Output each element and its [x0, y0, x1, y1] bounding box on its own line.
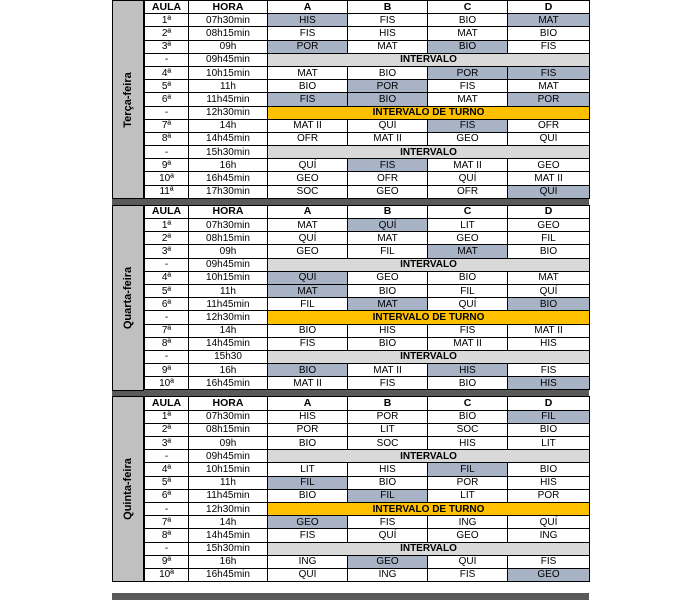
lesson-row	[145, 185, 590, 198]
schedule-sheet	[112, 0, 589, 582]
subject-cell: FIS	[508, 66, 590, 79]
subject-cell: FIL	[268, 476, 348, 489]
hora-cell: 16h45min	[189, 568, 268, 581]
subject-cell: FIL	[508, 232, 590, 245]
aula-cell: 10ª	[145, 568, 189, 581]
subject-cell: BIO	[508, 423, 590, 436]
subject-cell: FIS	[268, 27, 348, 40]
hora-cell: 09h45min	[189, 258, 268, 271]
aula-cell: -	[145, 106, 189, 119]
lesson-row	[145, 245, 590, 258]
hora-cell: 15h30	[189, 350, 268, 363]
lesson-row	[145, 219, 590, 232]
subject-cell: MAT II	[268, 119, 348, 132]
lesson-row	[145, 437, 590, 450]
aula-cell: -	[145, 311, 189, 324]
subject-cell: BIO	[268, 324, 348, 337]
subject-cell: ING	[428, 516, 508, 529]
subject-cell: BIO	[268, 80, 348, 93]
subject-cell: POR	[348, 80, 428, 93]
lesson-row	[145, 555, 590, 568]
hora-cell: 09h	[189, 437, 268, 450]
hora-cell: 09h	[189, 245, 268, 258]
column-header: HORA	[189, 205, 268, 218]
interval-row	[145, 350, 590, 363]
aula-cell: 5ª	[145, 476, 189, 489]
hora-cell: 16h	[189, 159, 268, 172]
aula-cell: 1ª	[145, 410, 189, 423]
column-header: AULA	[145, 1, 189, 14]
column-header: D	[508, 397, 590, 410]
lesson-row	[145, 516, 590, 529]
aula-cell: -	[145, 450, 189, 463]
day-label	[112, 0, 144, 199]
subject-cell: MAT II	[508, 324, 590, 337]
aula-cell: -	[145, 542, 189, 555]
aula-cell: 4ª	[145, 66, 189, 79]
column-header: A	[268, 397, 348, 410]
hora-cell: 10h15min	[189, 66, 268, 79]
subject-cell: BIO	[348, 66, 428, 79]
lesson-row	[145, 172, 590, 185]
subject-cell: FIS	[348, 516, 428, 529]
lesson-row	[145, 93, 590, 106]
subject-cell: BIO	[428, 14, 508, 27]
lesson-row	[145, 377, 590, 390]
intervalo-band: INTERVALO	[268, 258, 590, 271]
subject-cell: POR	[268, 40, 348, 53]
lesson-row	[145, 298, 590, 311]
aula-cell: 10ª	[145, 377, 189, 390]
subject-cell: QUÍ	[268, 232, 348, 245]
subject-cell: HIS	[508, 337, 590, 350]
subject-cell: MAT	[508, 14, 590, 27]
subject-cell: FIL	[348, 489, 428, 502]
lesson-row	[145, 40, 590, 53]
subject-cell: QUÍ	[508, 132, 590, 145]
subject-cell: FIS	[348, 377, 428, 390]
subject-cell: QUÍ	[268, 159, 348, 172]
lesson-row	[145, 463, 590, 476]
aula-cell: 3ª	[145, 245, 189, 258]
subject-cell: GEO	[428, 529, 508, 542]
subject-cell: BIO	[268, 437, 348, 450]
subject-cell: MAT II	[428, 337, 508, 350]
column-header: C	[428, 205, 508, 218]
subject-cell: POR	[428, 476, 508, 489]
subject-cell: BIO	[428, 271, 508, 284]
subject-cell: GEO	[508, 219, 590, 232]
subject-cell: GEO	[348, 555, 428, 568]
subject-cell: ING	[348, 568, 428, 581]
subject-cell: HIS	[348, 324, 428, 337]
subject-cell: FIS	[268, 529, 348, 542]
aula-cell: 9ª	[145, 555, 189, 568]
aula-cell: 10ª	[145, 172, 189, 185]
day-label-text: Terça-feira	[122, 71, 134, 128]
day-schedule-table	[144, 0, 590, 199]
column-header: D	[508, 205, 590, 218]
column-header: D	[508, 1, 590, 14]
subject-cell: BIO	[268, 489, 348, 502]
intervalo-de-turno-band: INTERVALO DE TURNO	[268, 106, 590, 119]
lesson-row	[145, 271, 590, 284]
hora-cell: 09h45min	[189, 53, 268, 66]
aula-cell: 7ª	[145, 516, 189, 529]
aula-cell: 9ª	[145, 159, 189, 172]
hora-cell: 16h45min	[189, 172, 268, 185]
intervalo-band: INTERVALO	[268, 53, 590, 66]
subject-cell: BIO	[508, 27, 590, 40]
aula-cell: 2ª	[145, 232, 189, 245]
subject-cell: BIO	[508, 298, 590, 311]
lesson-row	[145, 232, 590, 245]
hora-cell: 12h30min	[189, 502, 268, 515]
subject-cell: FIL	[508, 410, 590, 423]
column-header: HORA	[189, 397, 268, 410]
subject-cell: FIL	[428, 463, 508, 476]
intervalo-band: INTERVALO	[268, 542, 590, 555]
subject-cell: HIS	[348, 27, 428, 40]
subject-cell: QUÍ	[428, 298, 508, 311]
day-block	[112, 205, 589, 391]
subject-cell: QUÍ	[348, 219, 428, 232]
subject-cell: BIO	[348, 476, 428, 489]
hora-cell: 11h45min	[189, 489, 268, 502]
hora-cell: 12h30min	[189, 311, 268, 324]
subject-cell: FIS	[428, 568, 508, 581]
subject-cell: SOC	[428, 423, 508, 436]
lesson-row	[145, 159, 590, 172]
subject-cell: MAT	[268, 219, 348, 232]
intervalo-de-turno-band: INTERVALO DE TURNO	[268, 311, 590, 324]
subject-cell: GEO	[428, 232, 508, 245]
subject-cell: LIT	[348, 423, 428, 436]
day-label-text: Quinta-feira	[122, 458, 134, 521]
subject-cell: BIO	[268, 364, 348, 377]
subject-cell: MAT	[348, 298, 428, 311]
hora-cell: 14h	[189, 516, 268, 529]
column-header: B	[348, 205, 428, 218]
aula-cell: -	[145, 258, 189, 271]
aula-cell: 7ª	[145, 324, 189, 337]
lesson-row	[145, 119, 590, 132]
lesson-row	[145, 476, 590, 489]
subject-cell: HIS	[428, 437, 508, 450]
subject-cell: BIO	[428, 410, 508, 423]
hora-cell: 14h45min	[189, 337, 268, 350]
subject-cell: HIS	[428, 364, 508, 377]
hora-cell: 11h45min	[189, 298, 268, 311]
hora-cell: 08h15min	[189, 27, 268, 40]
hora-cell: 16h45min	[189, 377, 268, 390]
lesson-row	[145, 489, 590, 502]
subject-cell: MAT II	[348, 364, 428, 377]
hora-cell: 07h30min	[189, 14, 268, 27]
subject-cell: QUÍ	[508, 284, 590, 297]
subject-cell: FIS	[268, 337, 348, 350]
aula-cell: 11ª	[145, 185, 189, 198]
subject-cell: GEO	[268, 245, 348, 258]
subject-cell: FIS	[268, 93, 348, 106]
subject-cell: MAT	[268, 284, 348, 297]
day-schedule-table	[144, 205, 590, 391]
lesson-row	[145, 423, 590, 436]
subject-cell: MAT	[508, 80, 590, 93]
subject-cell: FIS	[508, 555, 590, 568]
subject-cell: GEO	[508, 159, 590, 172]
lesson-row	[145, 132, 590, 145]
subject-cell: POR	[268, 423, 348, 436]
subject-cell: POR	[428, 66, 508, 79]
lesson-row	[145, 337, 590, 350]
aula-cell: 9ª	[145, 364, 189, 377]
aula-cell: 6ª	[145, 489, 189, 502]
aula-cell: -	[145, 350, 189, 363]
lesson-row	[145, 27, 590, 40]
hora-cell: 11h	[189, 476, 268, 489]
lesson-row	[145, 364, 590, 377]
hora-cell: 11h	[189, 284, 268, 297]
subject-cell: FIS	[508, 364, 590, 377]
table-header-row	[145, 1, 590, 14]
hora-cell: 10h15min	[189, 463, 268, 476]
subject-cell: MAT II	[348, 132, 428, 145]
intervalo-band: INTERVALO	[268, 146, 590, 159]
subject-cell: ING	[508, 529, 590, 542]
subject-cell: FIS	[348, 14, 428, 27]
subject-cell: MAT	[428, 245, 508, 258]
lesson-row	[145, 529, 590, 542]
aula-cell: 2ª	[145, 27, 189, 40]
hora-cell: 15h30min	[189, 542, 268, 555]
subject-cell: QUÍ	[348, 119, 428, 132]
subject-cell: OFR	[348, 172, 428, 185]
table-header-row	[145, 397, 590, 410]
lesson-row	[145, 568, 590, 581]
day-label-text: Quarta-feira	[122, 266, 134, 329]
lesson-row	[145, 410, 590, 423]
interval-row	[145, 502, 590, 515]
lesson-row	[145, 284, 590, 297]
subject-cell: BIO	[428, 377, 508, 390]
interval-row	[145, 106, 590, 119]
hora-cell: 14h	[189, 119, 268, 132]
interval-row	[145, 146, 590, 159]
hora-cell: 14h	[189, 324, 268, 337]
lesson-row	[145, 66, 590, 79]
subject-cell: ING	[268, 555, 348, 568]
subject-cell: QUÍ	[348, 529, 428, 542]
aula-cell: 6ª	[145, 298, 189, 311]
subject-cell: GEO	[268, 172, 348, 185]
subject-cell: FIS	[348, 159, 428, 172]
column-header: AULA	[145, 397, 189, 410]
aula-cell: 4ª	[145, 463, 189, 476]
subject-cell: QUÍ	[268, 271, 348, 284]
lesson-row	[145, 324, 590, 337]
aula-cell: 8ª	[145, 132, 189, 145]
aula-cell: 3ª	[145, 437, 189, 450]
subject-cell: HIS	[268, 410, 348, 423]
aula-cell: 6ª	[145, 93, 189, 106]
subject-cell: FIS	[428, 324, 508, 337]
hora-cell: 16h	[189, 555, 268, 568]
subject-cell: FIS	[508, 40, 590, 53]
hora-cell: 14h45min	[189, 132, 268, 145]
column-header: B	[348, 397, 428, 410]
intervalo-band: INTERVALO	[268, 350, 590, 363]
subject-cell: OFR	[268, 132, 348, 145]
hora-cell: 07h30min	[189, 219, 268, 232]
subject-cell: HIS	[508, 377, 590, 390]
subject-cell: MAT II	[428, 159, 508, 172]
subject-cell: LIT	[428, 219, 508, 232]
hora-cell: 14h45min	[189, 529, 268, 542]
hora-cell: 15h30min	[189, 146, 268, 159]
aula-cell: 8ª	[145, 529, 189, 542]
day-block	[112, 0, 589, 199]
subject-cell: OFR	[428, 185, 508, 198]
hora-cell: 09h	[189, 40, 268, 53]
subject-cell: POR	[508, 93, 590, 106]
subject-cell: LIT	[428, 489, 508, 502]
hora-cell: 17h30min	[189, 185, 268, 198]
day-label	[112, 396, 144, 582]
column-header: A	[268, 205, 348, 218]
table-header-row	[145, 205, 590, 218]
subject-cell: BIO	[348, 284, 428, 297]
subject-cell: GEO	[508, 568, 590, 581]
subject-cell: QUÍ	[508, 185, 590, 198]
aula-cell: -	[145, 146, 189, 159]
subject-cell: GEO	[428, 132, 508, 145]
aula-cell: 3ª	[145, 40, 189, 53]
subject-cell: BIO	[348, 93, 428, 106]
subject-cell: QUÍ	[508, 516, 590, 529]
subject-cell: BIO	[428, 40, 508, 53]
subject-cell: MAT	[348, 232, 428, 245]
hora-cell: 08h15min	[189, 232, 268, 245]
aula-cell: 8ª	[145, 337, 189, 350]
subject-cell: SOC	[348, 437, 428, 450]
column-header: B	[348, 1, 428, 14]
lesson-row	[145, 80, 590, 93]
subject-cell: QUÍ	[428, 172, 508, 185]
aula-cell: 2ª	[145, 423, 189, 436]
subject-cell: QUÍ	[428, 555, 508, 568]
subject-cell: HIS	[348, 463, 428, 476]
aula-cell: 5ª	[145, 284, 189, 297]
intervalo-band: INTERVALO	[268, 450, 590, 463]
subject-cell: HIS	[268, 14, 348, 27]
hora-cell: 12h30min	[189, 106, 268, 119]
subject-cell: FIL	[348, 245, 428, 258]
subject-cell: FIL	[268, 298, 348, 311]
subject-cell: MAT II	[268, 377, 348, 390]
aula-cell: 1ª	[145, 14, 189, 27]
subject-cell: POR	[508, 489, 590, 502]
subject-cell: BIO	[508, 463, 590, 476]
interval-row	[145, 311, 590, 324]
aula-cell: 4ª	[145, 271, 189, 284]
aula-cell: -	[145, 53, 189, 66]
subject-cell: MAT	[428, 93, 508, 106]
subject-cell: MAT	[428, 27, 508, 40]
column-header: C	[428, 397, 508, 410]
aula-cell: 1ª	[145, 219, 189, 232]
interval-row	[145, 450, 590, 463]
aula-cell: 7ª	[145, 119, 189, 132]
subject-cell: OFR	[508, 119, 590, 132]
day-block	[112, 396, 589, 582]
subject-cell: LIT	[268, 463, 348, 476]
subject-cell: SOC	[268, 185, 348, 198]
hora-cell: 10h15min	[189, 271, 268, 284]
hora-cell: 07h30min	[189, 410, 268, 423]
subject-cell: MAT	[348, 40, 428, 53]
column-header: HORA	[189, 1, 268, 14]
hora-cell: 11h45min	[189, 93, 268, 106]
intervalo-de-turno-band: INTERVALO DE TURNO	[268, 502, 590, 515]
subject-cell: POR	[348, 410, 428, 423]
subject-cell: HIS	[508, 476, 590, 489]
column-header: AULA	[145, 205, 189, 218]
day-label	[112, 205, 144, 391]
subject-cell: FIS	[428, 119, 508, 132]
subject-cell: FIL	[428, 284, 508, 297]
subject-cell: GEO	[268, 516, 348, 529]
aula-cell: -	[145, 502, 189, 515]
subject-cell: LIT	[508, 437, 590, 450]
hora-cell: 08h15min	[189, 423, 268, 436]
subject-cell: BIO	[348, 337, 428, 350]
column-header: A	[268, 1, 348, 14]
day-schedule-table	[144, 396, 590, 582]
interval-row	[145, 53, 590, 66]
interval-row	[145, 258, 590, 271]
subject-cell: MAT	[268, 66, 348, 79]
subject-cell: GEO	[348, 271, 428, 284]
subject-cell: BIO	[508, 245, 590, 258]
subject-cell: GEO	[348, 185, 428, 198]
column-header: C	[428, 1, 508, 14]
subject-cell: QUÍ	[268, 568, 348, 581]
subject-cell: MAT II	[508, 172, 590, 185]
aula-cell: 5ª	[145, 80, 189, 93]
subject-cell: MAT	[508, 271, 590, 284]
hora-cell: 16h	[189, 364, 268, 377]
subject-cell: FIS	[428, 80, 508, 93]
lesson-row	[145, 14, 590, 27]
hora-cell: 11h	[189, 80, 268, 93]
interval-row	[145, 542, 590, 555]
next-day-block-edge	[112, 593, 589, 600]
hora-cell: 09h45min	[189, 450, 268, 463]
